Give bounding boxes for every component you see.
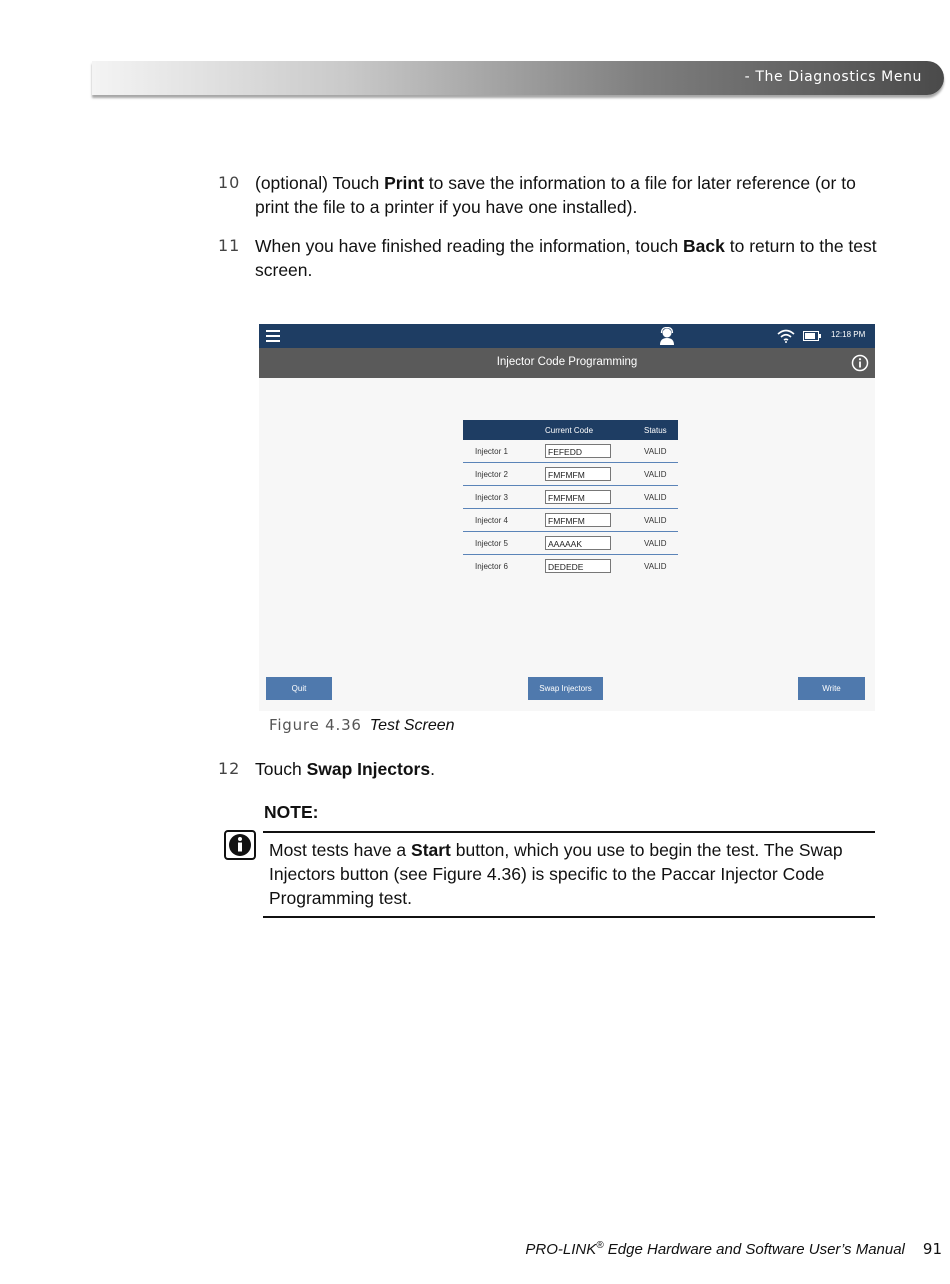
table-header-row bbox=[463, 420, 678, 440]
step-text: Touch Swap Injectors. bbox=[255, 759, 435, 779]
injector-code-field[interactable]: FMFMFM bbox=[545, 467, 611, 481]
injector-code-field[interactable]: DEDEDE bbox=[545, 559, 611, 573]
table-header: Current Code bbox=[545, 420, 640, 440]
table-row bbox=[463, 486, 678, 509]
note-title: NOTE: bbox=[264, 802, 319, 822]
screen-title-bar bbox=[259, 348, 875, 378]
note-rule-bottom bbox=[263, 916, 875, 918]
note-rule-top bbox=[263, 831, 875, 833]
table-row bbox=[463, 440, 678, 463]
clock: 12:18 PM bbox=[831, 330, 866, 339]
step-12 bbox=[218, 757, 878, 781]
step-number: 10 bbox=[218, 173, 241, 192]
swap-injectors-button[interactable]: Swap Injectors bbox=[528, 677, 603, 700]
note-body: Most tests have a Start button, which you use to begin the test. The Swap Injectors button (see Figure 4.36) is specific to the Paccar Injector Code Programming test. bbox=[269, 840, 843, 908]
table-row bbox=[463, 463, 678, 486]
injector-label: Injector 4 bbox=[463, 509, 545, 532]
page-footer bbox=[525, 1240, 942, 1258]
injector-label: Injector 2 bbox=[463, 463, 545, 486]
status-bar bbox=[259, 324, 875, 348]
registered-mark: ® bbox=[596, 1240, 604, 1251]
injector-label: Injector 3 bbox=[463, 486, 545, 509]
page-number: 91 bbox=[922, 1240, 942, 1258]
info-note-icon bbox=[224, 830, 256, 860]
step-11 bbox=[218, 234, 878, 282]
section-header-bar bbox=[92, 61, 944, 95]
injector-code-field[interactable]: FMFMFM bbox=[545, 513, 611, 527]
menu-icon[interactable] bbox=[266, 330, 280, 342]
injector-code-table bbox=[463, 420, 678, 577]
injector-code-field[interactable]: FMFMFM bbox=[545, 490, 611, 504]
injector-status: VALID bbox=[640, 440, 678, 463]
table-header bbox=[463, 420, 545, 440]
step-number: 11 bbox=[218, 236, 241, 255]
injector-code-field[interactable]: FEFEDD bbox=[545, 444, 611, 458]
table-row bbox=[463, 532, 678, 555]
test-screen-screenshot bbox=[259, 324, 875, 711]
figure-caption bbox=[269, 716, 455, 735]
manual-title: Edge Hardware and Software User’s Manual bbox=[603, 1241, 905, 1258]
figure-title: Test Screen bbox=[369, 717, 455, 734]
injector-status: VALID bbox=[640, 532, 678, 555]
injector-status: VALID bbox=[640, 486, 678, 509]
injector-label: Injector 6 bbox=[475, 561, 508, 571]
injector-label: Injector 1 bbox=[463, 440, 545, 463]
battery-icon bbox=[803, 331, 821, 341]
manual-name: PRO-LINK bbox=[525, 1241, 597, 1258]
step-10 bbox=[218, 171, 878, 219]
info-icon[interactable] bbox=[851, 354, 869, 372]
wifi-icon bbox=[777, 329, 795, 343]
injector-code-field[interactable]: AAAAAK bbox=[545, 536, 611, 550]
injector-label: Injector 5 bbox=[463, 532, 545, 555]
quit-button[interactable]: Quit bbox=[266, 677, 332, 700]
injector-status: VALID bbox=[644, 561, 667, 571]
step-text: (optional) Touch Print to save the information to a file for later reference (or to print the file to a printer if you have one installed). bbox=[255, 173, 856, 217]
screen-title: Injector Code Programming bbox=[496, 356, 638, 368]
table-row bbox=[463, 555, 678, 578]
table-header: Status bbox=[640, 420, 678, 440]
agent-icon[interactable] bbox=[659, 327, 675, 345]
injector-status: VALID bbox=[640, 509, 678, 532]
figure-label: Figure 4.36 bbox=[269, 716, 362, 734]
table-row bbox=[463, 509, 678, 532]
step-number: 12 bbox=[218, 759, 241, 778]
write-button[interactable]: Write bbox=[798, 677, 865, 700]
step-text: When you have finished reading the information, touch Back to return to the test screen. bbox=[255, 236, 877, 280]
injector-status: VALID bbox=[640, 463, 678, 486]
section-title: - The Diagnostics Menu bbox=[744, 69, 922, 85]
